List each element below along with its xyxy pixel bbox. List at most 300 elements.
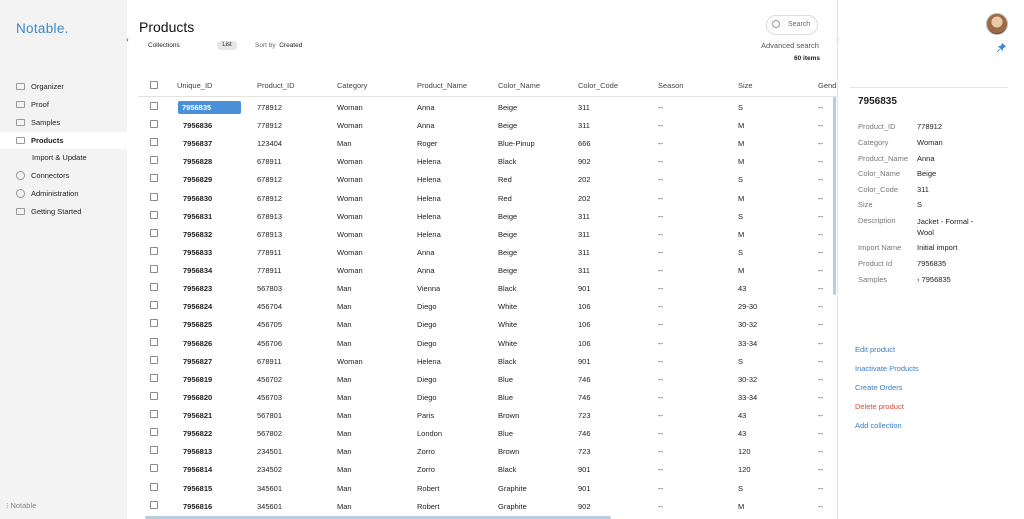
table-cell: White bbox=[498, 302, 518, 311]
table-cell: Black bbox=[498, 465, 517, 474]
search-icon bbox=[772, 20, 780, 28]
table-cell: -- bbox=[658, 284, 663, 293]
table-cell: 902 bbox=[578, 502, 591, 511]
table-cell: Zorro bbox=[417, 447, 435, 456]
table-cell: S bbox=[738, 212, 744, 221]
table-row[interactable]: 7956828 bbox=[183, 157, 213, 166]
table-cell: Woman bbox=[337, 357, 363, 366]
action-add-collection[interactable]: Add collection bbox=[855, 421, 902, 430]
table-cell: Woman bbox=[337, 103, 363, 112]
table-cell: M bbox=[738, 121, 745, 130]
table-cell: Anna bbox=[417, 248, 435, 257]
detail-field-label: Samples bbox=[858, 275, 888, 284]
table-cell: 345601 bbox=[257, 484, 283, 493]
table-cell: Man bbox=[337, 393, 352, 402]
table-cell: Helena bbox=[417, 212, 441, 221]
detail-field-label: Product_Name bbox=[858, 154, 909, 163]
sidebar-item-connectors[interactable] bbox=[0, 167, 127, 184]
table-cell: 456705 bbox=[257, 320, 283, 329]
table-cell: -- bbox=[658, 212, 663, 221]
advanced-search-link[interactable]: Advanced search bbox=[761, 41, 819, 50]
table-cell: -- bbox=[658, 393, 663, 402]
products-icon bbox=[16, 137, 25, 144]
column-header[interactable]: Size bbox=[738, 81, 753, 90]
sidebar-item-proof[interactable] bbox=[0, 96, 127, 113]
table-cell: Beige bbox=[498, 212, 518, 221]
detail-field-value: Initial import bbox=[917, 243, 958, 252]
row-checkbox[interactable] bbox=[150, 410, 158, 418]
table-cell: Woman bbox=[337, 157, 363, 166]
sidebar-item-getting-started[interactable] bbox=[0, 203, 127, 220]
row-checkbox[interactable] bbox=[150, 301, 158, 309]
item-count: 60 items bbox=[794, 55, 821, 62]
table-cell: -- bbox=[818, 484, 823, 493]
row-checkbox[interactable] bbox=[150, 319, 158, 327]
samples-value: 7956835 bbox=[921, 275, 951, 284]
footer-brand: ⁝ Notable bbox=[6, 501, 37, 510]
table-cell: Man bbox=[337, 139, 352, 148]
table-cell: 456702 bbox=[257, 375, 283, 384]
table-cell: -- bbox=[658, 302, 663, 311]
table-cell: Diego bbox=[417, 302, 437, 311]
table-cell: -- bbox=[818, 320, 823, 329]
table-cell: 30-32 bbox=[738, 375, 758, 384]
table-cell: 778912 bbox=[257, 121, 283, 130]
table-cell: Diego bbox=[417, 375, 437, 384]
table-row[interactable]: 7956832 bbox=[183, 230, 213, 239]
table-cell: Man bbox=[337, 302, 352, 311]
table-cell: 746 bbox=[578, 429, 591, 438]
table-cell: -- bbox=[658, 194, 663, 203]
table-cell: 901 bbox=[578, 484, 591, 493]
sidebar-item-label: Proof bbox=[31, 100, 49, 109]
table-cell: 311 bbox=[578, 230, 590, 239]
table-cell: Man bbox=[337, 411, 352, 420]
table-cell: White bbox=[498, 320, 518, 329]
row-checkbox[interactable] bbox=[150, 283, 158, 291]
row-checkbox[interactable] bbox=[150, 120, 158, 128]
table-cell: 723 bbox=[578, 411, 591, 420]
table-cell: 33-34 bbox=[738, 393, 758, 402]
action-edit-product[interactable]: Edit product bbox=[855, 345, 896, 354]
table-cell: -- bbox=[658, 248, 663, 257]
table-cell: 120 bbox=[738, 465, 751, 474]
table-cell: Woman bbox=[337, 230, 363, 239]
table-cell: S bbox=[738, 484, 744, 493]
table-cell: -- bbox=[658, 320, 663, 329]
table-cell: Black bbox=[498, 284, 517, 293]
table-cell: 678912 bbox=[257, 194, 283, 203]
row-checkbox[interactable] bbox=[150, 464, 158, 472]
table-cell: -- bbox=[818, 411, 823, 420]
table-cell: M bbox=[738, 194, 745, 203]
action-inactivate-products[interactable]: Inactivate Products bbox=[855, 364, 919, 373]
row-checkbox[interactable] bbox=[150, 174, 158, 182]
table-cell: 43 bbox=[738, 411, 747, 420]
action-create-orders[interactable]: Create Orders bbox=[855, 383, 903, 392]
table-cell: Robert bbox=[417, 502, 440, 511]
table-cell: M bbox=[738, 266, 745, 275]
table-cell: Blue bbox=[498, 429, 514, 438]
table-row[interactable]: 7956826 bbox=[183, 339, 213, 348]
table-cell: 43 bbox=[738, 429, 747, 438]
table-cell: Woman bbox=[337, 266, 363, 275]
table-cell: Man bbox=[337, 447, 352, 456]
pin-icon[interactable] bbox=[997, 43, 1006, 52]
table-cell: -- bbox=[818, 103, 823, 112]
row-checkbox[interactable] bbox=[150, 501, 158, 509]
table-row[interactable]: 7956814 bbox=[183, 465, 213, 474]
table-cell: Beige bbox=[498, 103, 518, 112]
table-cell: 678911 bbox=[257, 157, 282, 166]
table-cell: 30-32 bbox=[738, 320, 758, 329]
table-cell: 901 bbox=[578, 357, 591, 366]
detail-field-value: Jacket - Formal - Wool bbox=[917, 217, 974, 237]
table-row[interactable]: 7956823 bbox=[183, 284, 213, 293]
table-cell: 678913 bbox=[257, 230, 283, 239]
table-cell: 311 bbox=[578, 121, 590, 130]
sidebar-item-label: Samples bbox=[31, 118, 61, 127]
search-placeholder: Search bbox=[788, 21, 811, 28]
row-checkbox[interactable] bbox=[150, 483, 158, 491]
table-cell: 678913 bbox=[257, 212, 283, 221]
table-cell: 33-34 bbox=[738, 339, 758, 348]
table-cell: Beige bbox=[498, 121, 518, 130]
table-cell: -- bbox=[658, 175, 663, 184]
row-checkbox[interactable] bbox=[150, 392, 158, 400]
table-cell: White bbox=[498, 339, 518, 348]
table-row[interactable]: 7956825 bbox=[183, 320, 213, 329]
table-cell: 311 bbox=[578, 266, 590, 275]
column-header[interactable]: Gend bbox=[818, 81, 837, 90]
sidebar-item-label: Getting Started bbox=[31, 207, 82, 216]
table-cell: S bbox=[738, 357, 744, 366]
table-row[interactable]: 7956824 bbox=[183, 302, 213, 311]
table-cell: -- bbox=[658, 484, 663, 493]
sidebar-item-organizer[interactable] bbox=[0, 78, 127, 95]
table-cell: Blue bbox=[498, 375, 514, 384]
table-cell: -- bbox=[818, 212, 823, 221]
table-cell: 901 bbox=[578, 465, 591, 474]
detail-field-label: Description bbox=[858, 216, 896, 225]
table-row[interactable]: 7956822 bbox=[183, 429, 213, 438]
table-cell: 901 bbox=[578, 284, 591, 293]
table-cell: London bbox=[417, 429, 443, 438]
sort-by-label: Sort by bbox=[255, 42, 276, 49]
table-cell: 746 bbox=[578, 375, 591, 384]
detail-field-label: Size bbox=[858, 200, 873, 209]
sidebar-item-label: Import & Update bbox=[32, 153, 87, 162]
table-cell: Man bbox=[337, 484, 352, 493]
row-checkbox[interactable] bbox=[150, 156, 158, 164]
detail-field-label: Color_Name bbox=[858, 169, 901, 178]
table-cell: Red bbox=[498, 194, 512, 203]
table-cell: -- bbox=[658, 375, 663, 384]
table-cell: 202 bbox=[578, 194, 591, 203]
table-cell: -- bbox=[818, 393, 823, 402]
row-checkbox[interactable] bbox=[150, 102, 158, 110]
table-row[interactable]: 7956815 bbox=[183, 484, 213, 493]
monitor-icon bbox=[16, 208, 25, 215]
table-cell: 29-30 bbox=[738, 302, 758, 311]
detail-field-label: Product_ID bbox=[858, 122, 896, 131]
table-cell: M bbox=[738, 502, 745, 511]
table-cell: -- bbox=[818, 121, 823, 130]
table-cell: 456706 bbox=[257, 339, 283, 348]
table-cell: Anna bbox=[417, 103, 435, 112]
page-title: Products bbox=[139, 19, 195, 35]
sidebar-item-administration[interactable] bbox=[0, 185, 127, 202]
table-row[interactable]: 7956821 bbox=[183, 411, 213, 420]
samples-icon bbox=[16, 119, 25, 126]
column-header[interactable]: Category bbox=[337, 81, 368, 90]
table-cell: 106 bbox=[578, 302, 591, 311]
table-cell: Helena bbox=[417, 357, 441, 366]
table-cell: S bbox=[738, 248, 744, 257]
table-cell: -- bbox=[658, 339, 663, 348]
table-cell: Woman bbox=[337, 121, 363, 130]
collapse-panel-chevron-icon[interactable]: › bbox=[836, 35, 839, 44]
table-cell: -- bbox=[818, 429, 823, 438]
table-cell: -- bbox=[658, 139, 663, 148]
vertical-scrollbar[interactable] bbox=[833, 97, 836, 295]
collapse-sidebar-chevron-icon[interactable]: ‹ bbox=[126, 35, 129, 44]
panel-divider bbox=[850, 87, 1008, 88]
table-cell: 666 bbox=[578, 139, 591, 148]
table-cell: Man bbox=[337, 339, 352, 348]
table-cell: -- bbox=[658, 465, 663, 474]
table-row[interactable]: 7956834 bbox=[183, 266, 213, 275]
table-cell: Beige bbox=[498, 230, 518, 239]
row-checkbox[interactable] bbox=[150, 374, 158, 382]
connectors-icon bbox=[16, 171, 25, 180]
table-cell: Robert bbox=[417, 484, 440, 493]
table-cell: Beige bbox=[498, 266, 518, 275]
checkbox-icon bbox=[16, 101, 25, 108]
row-checkbox[interactable] bbox=[150, 211, 158, 219]
table-cell: M bbox=[738, 157, 745, 166]
table-cell: 678911 bbox=[257, 357, 282, 366]
table-row[interactable]: 7956819 bbox=[183, 375, 213, 384]
table-cell: -- bbox=[818, 284, 823, 293]
select-all-checkbox[interactable] bbox=[150, 81, 158, 89]
table-cell: 456703 bbox=[257, 393, 283, 402]
column-header[interactable]: Product_ID bbox=[257, 81, 295, 90]
table-cell: Graphite bbox=[498, 484, 527, 493]
table-cell: 311 bbox=[578, 103, 590, 112]
detail-field-value: 7956835 bbox=[917, 259, 947, 268]
column-header[interactable]: Product_Name bbox=[417, 81, 468, 90]
table-cell: -- bbox=[818, 175, 823, 184]
table-cell: -- bbox=[658, 357, 663, 366]
table-cell: Zorro bbox=[417, 465, 435, 474]
table-cell: -- bbox=[658, 429, 663, 438]
table-cell: Helena bbox=[417, 157, 441, 166]
table-cell: Man bbox=[337, 284, 352, 293]
collections-link[interactable]: Collections bbox=[148, 42, 180, 49]
sidebar-item-samples[interactable] bbox=[0, 114, 127, 131]
detail-field-value: S bbox=[917, 200, 923, 209]
table-row[interactable]: 7956829 bbox=[183, 175, 213, 184]
table-row[interactable]: 7956835 bbox=[178, 101, 241, 114]
table-cell: M bbox=[738, 139, 745, 148]
brand-logo[interactable]: Notable. bbox=[16, 21, 69, 36]
table-cell: 234501 bbox=[257, 447, 283, 456]
table-cell: 567802 bbox=[257, 429, 283, 438]
table-cell: -- bbox=[818, 375, 823, 384]
sidebar-item-label: Products bbox=[31, 136, 64, 145]
row-checkbox[interactable] bbox=[150, 338, 158, 346]
sidebar-item-products[interactable] bbox=[0, 132, 127, 149]
table-cell: -- bbox=[658, 447, 663, 456]
table-cell: 456704 bbox=[257, 302, 283, 311]
table-cell: Black bbox=[498, 357, 517, 366]
table-cell: Diego bbox=[417, 393, 437, 402]
table-cell: Man bbox=[337, 502, 352, 511]
table-cell: Anna bbox=[417, 266, 435, 275]
table-cell: M bbox=[738, 230, 745, 239]
table-row[interactable]: 7956827 bbox=[183, 357, 213, 366]
sort-by-control[interactable] bbox=[255, 42, 302, 49]
table-cell: -- bbox=[658, 266, 663, 275]
table-cell: 202 bbox=[578, 175, 591, 184]
table-cell: -- bbox=[818, 248, 823, 257]
table-cell: 123404 bbox=[257, 139, 283, 148]
table-cell: 567801 bbox=[257, 411, 283, 420]
row-checkbox[interactable] bbox=[150, 229, 158, 237]
table-row[interactable]: 7956813 bbox=[183, 447, 213, 456]
column-header[interactable]: Season bbox=[658, 81, 684, 90]
detail-field-value: Anna bbox=[917, 154, 935, 163]
folder-icon bbox=[16, 83, 25, 90]
detail-field-value: 311 bbox=[917, 185, 929, 194]
table-cell: Anna bbox=[417, 121, 435, 130]
column-header[interactable]: Color_Name bbox=[498, 81, 541, 90]
table-cell: S bbox=[738, 175, 744, 184]
sort-by-value: Created bbox=[279, 42, 303, 49]
table-cell: -- bbox=[818, 194, 823, 203]
table-cell: -- bbox=[818, 157, 823, 166]
row-checkbox[interactable] bbox=[150, 265, 158, 273]
action-delete-product[interactable]: Delete product bbox=[855, 402, 904, 411]
table-cell: 778912 bbox=[257, 103, 283, 112]
table-cell: Man bbox=[337, 465, 352, 474]
table-cell: 106 bbox=[578, 339, 591, 348]
avatar[interactable] bbox=[986, 13, 1008, 35]
detail-field-label: Product Id bbox=[858, 259, 893, 268]
table-cell: Brown bbox=[498, 447, 520, 456]
table-cell: -- bbox=[658, 411, 663, 420]
table-row[interactable]: 7956836 bbox=[183, 121, 213, 130]
row-checkbox[interactable] bbox=[150, 193, 158, 201]
table-cell: 120 bbox=[738, 447, 751, 456]
row-checkbox[interactable] bbox=[150, 428, 158, 436]
table-cell: -- bbox=[658, 502, 663, 511]
table-cell: -- bbox=[658, 121, 663, 130]
table-cell: Woman bbox=[337, 175, 363, 184]
table-cell: 311 bbox=[578, 248, 590, 257]
table-cell: 902 bbox=[578, 157, 591, 166]
table-cell: -- bbox=[818, 266, 823, 275]
table-cell: Brown bbox=[498, 411, 520, 420]
table-cell: Paris bbox=[417, 411, 435, 420]
table-cell: Blue bbox=[498, 393, 514, 402]
table-cell: -- bbox=[818, 339, 823, 348]
table-row[interactable]: 7956816 bbox=[183, 502, 213, 511]
sidebar bbox=[0, 0, 127, 519]
samples-link[interactable] bbox=[917, 275, 951, 284]
table-cell: Man bbox=[337, 320, 352, 329]
chevron-right-icon: › bbox=[917, 275, 922, 284]
table-row[interactable]: 7956831 bbox=[183, 212, 213, 221]
table-cell: -- bbox=[658, 157, 663, 166]
gear-icon bbox=[16, 189, 25, 198]
table-cell: -- bbox=[818, 302, 823, 311]
table-cell: 778911 bbox=[257, 248, 282, 257]
table-cell: Woman bbox=[337, 248, 363, 257]
table-cell: 746 bbox=[578, 393, 591, 402]
table-cell: 678912 bbox=[257, 175, 283, 184]
detail-title: 7956835 bbox=[858, 96, 897, 107]
table-cell: -- bbox=[818, 465, 823, 474]
detail-field-value: Woman bbox=[917, 138, 943, 147]
row-checkbox[interactable] bbox=[150, 446, 158, 454]
table-cell: Helena bbox=[417, 194, 441, 203]
table-cell: 567803 bbox=[257, 284, 283, 293]
table-cell: Diego bbox=[417, 320, 437, 329]
table-cell: 311 bbox=[578, 212, 590, 221]
detail-field-value: 778912 bbox=[917, 122, 943, 131]
column-header[interactable]: Unique_ID bbox=[177, 81, 213, 90]
table-cell: -- bbox=[818, 502, 823, 511]
column-header[interactable]: Color_Code bbox=[578, 81, 619, 90]
table-cell: -- bbox=[658, 103, 663, 112]
table-cell: Roger bbox=[417, 139, 438, 148]
sidebar-item-label: Administration bbox=[31, 189, 79, 198]
table-cell: Beige bbox=[498, 248, 518, 257]
header-divider bbox=[138, 96, 837, 97]
table-cell: Black bbox=[498, 157, 517, 166]
table-cell: Blue-Pinup bbox=[498, 139, 535, 148]
table-cell: 106 bbox=[578, 320, 591, 329]
table-row[interactable]: 7956837 bbox=[183, 139, 213, 148]
table-cell: 778911 bbox=[257, 266, 282, 275]
table-cell: -- bbox=[818, 230, 823, 239]
table-cell: 43 bbox=[738, 284, 747, 293]
detail-field-value: Beige bbox=[917, 169, 937, 178]
row-checkbox[interactable] bbox=[150, 247, 158, 255]
detail-field-label: Category bbox=[858, 138, 889, 147]
table-cell: -- bbox=[818, 357, 823, 366]
table-cell: Woman bbox=[337, 212, 363, 221]
table-cell: -- bbox=[818, 447, 823, 456]
table-cell: -- bbox=[818, 139, 823, 148]
sidebar-item-label: Organizer bbox=[31, 82, 64, 91]
table-cell: Graphite bbox=[498, 502, 527, 511]
table-row[interactable]: 7956830 bbox=[183, 194, 213, 203]
row-checkbox[interactable] bbox=[150, 356, 158, 364]
sidebar-item-label: Connectors bbox=[31, 171, 70, 180]
table-cell: S bbox=[738, 103, 744, 112]
list-view-toggle[interactable]: List bbox=[217, 41, 237, 50]
table-cell: 723 bbox=[578, 447, 591, 456]
table-row[interactable]: 7956820 bbox=[183, 393, 213, 402]
row-checkbox[interactable] bbox=[150, 138, 158, 146]
table-cell: Helena bbox=[417, 230, 441, 239]
table-cell: Man bbox=[337, 429, 352, 438]
sidebar-item-import-update[interactable] bbox=[0, 149, 127, 166]
table-row[interactable]: 7956833 bbox=[183, 248, 213, 257]
